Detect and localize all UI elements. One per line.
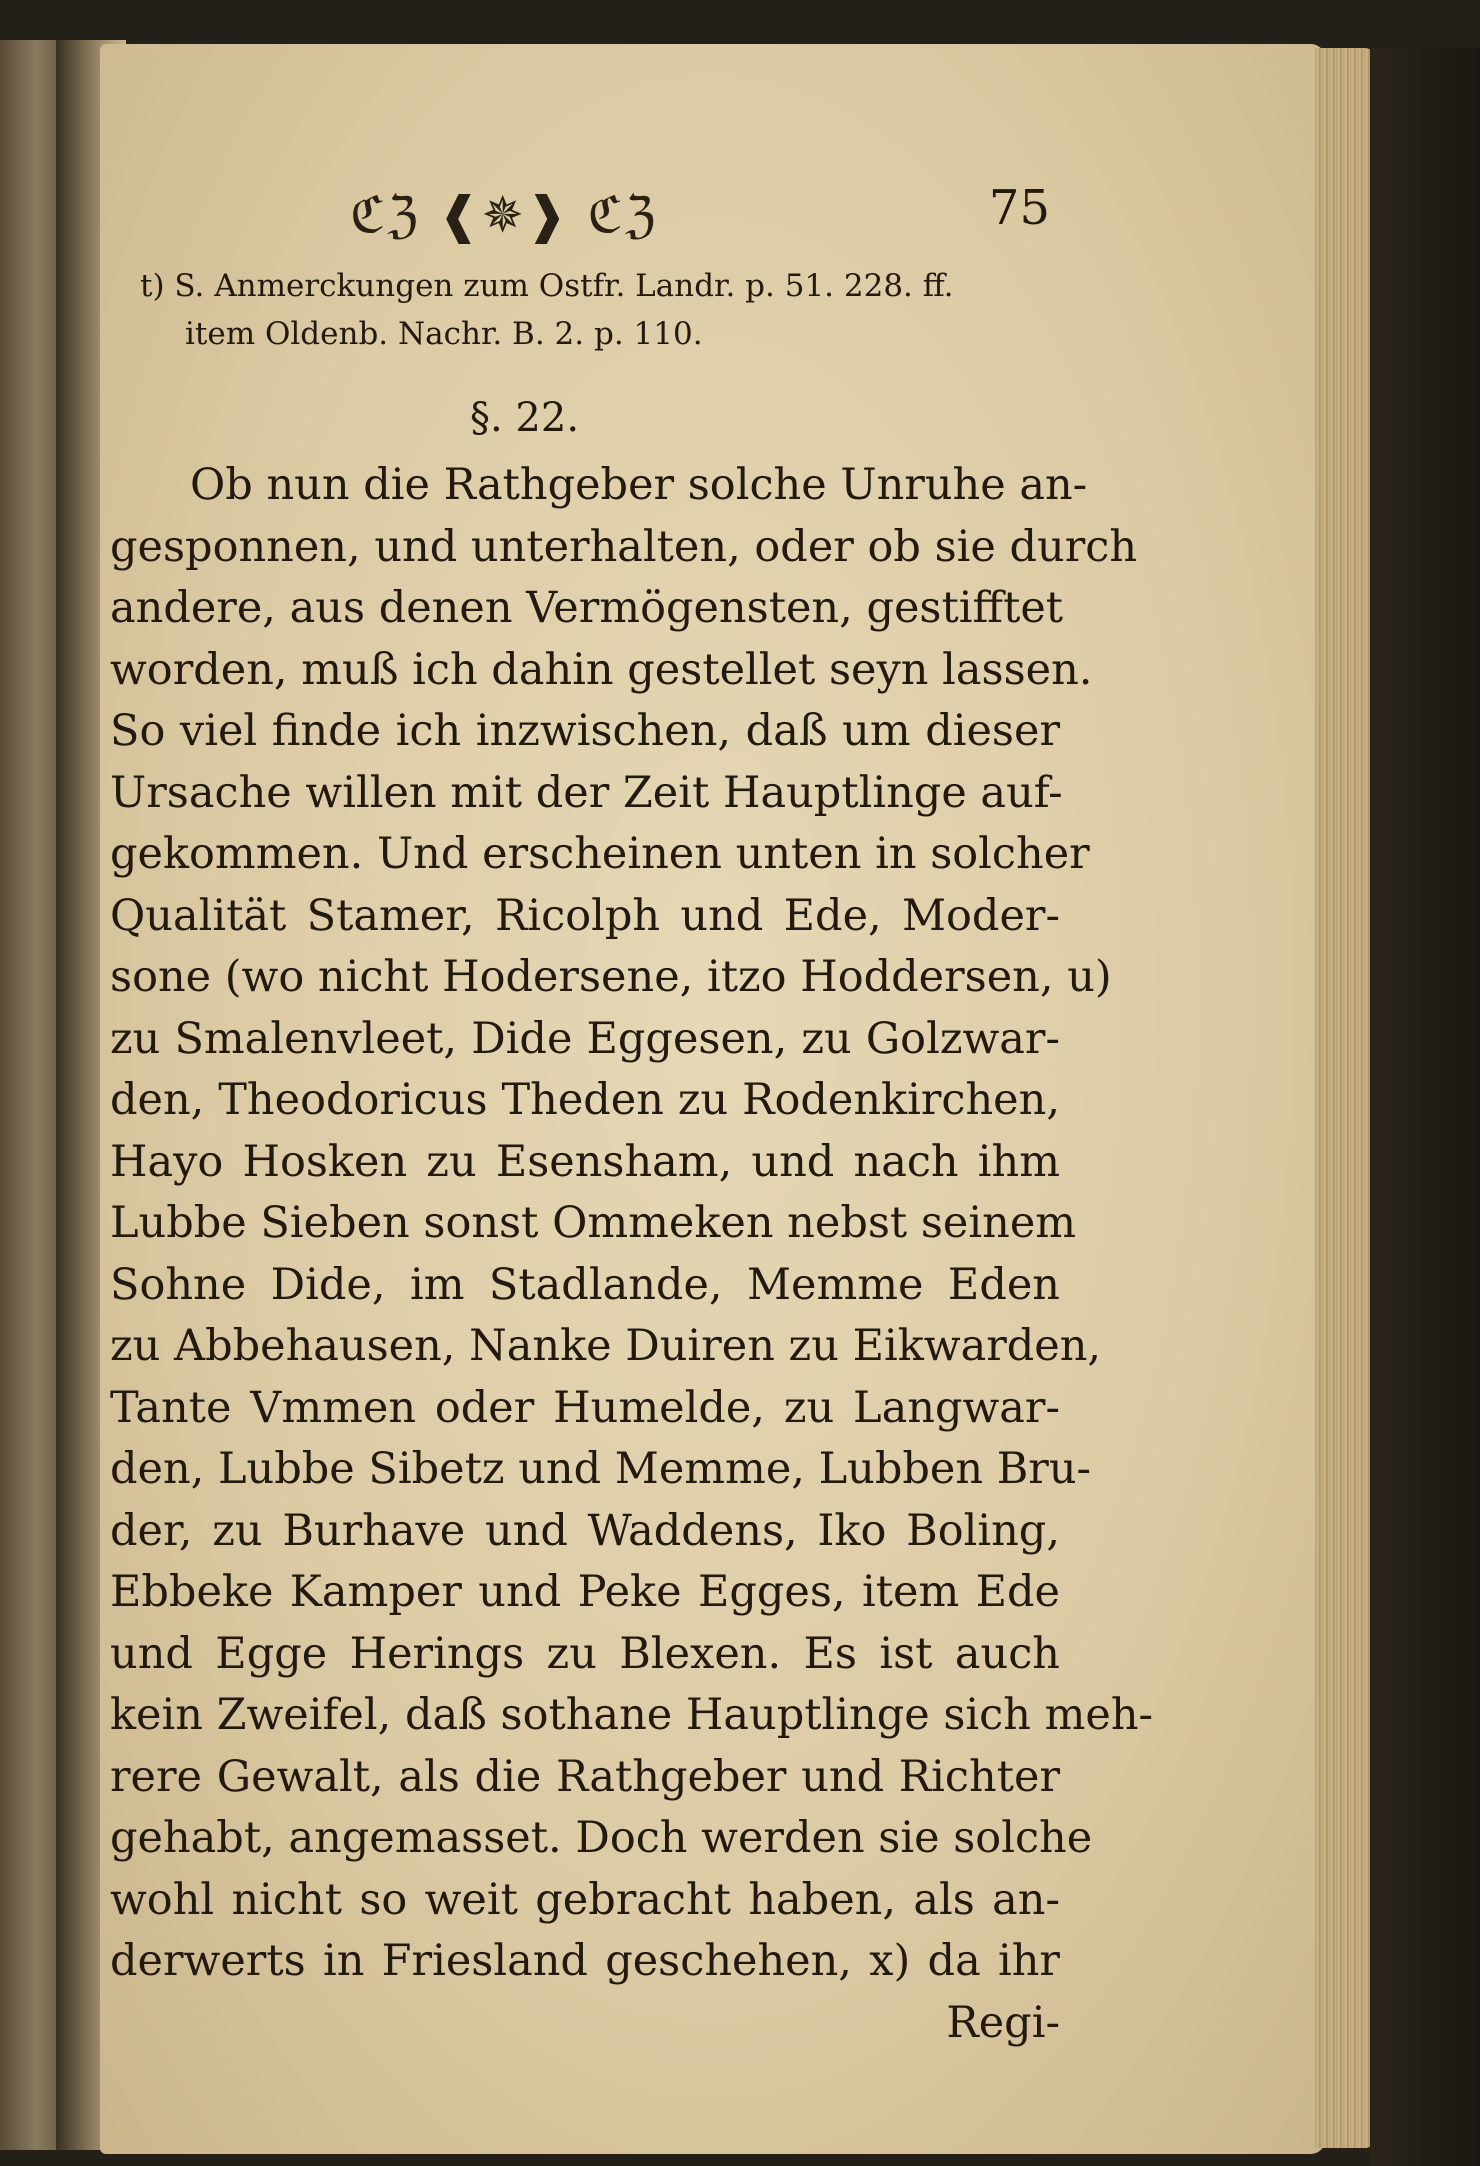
- body-line: rere Gewalt, als die Rathgeber und Richter: [110, 1751, 1060, 1802]
- body-line: Ebbeke Kamper und Peke Egges, item Ede: [110, 1567, 1060, 1617]
- footnote-line-1: t) S. Anmerckungen zum Ostfr. Landr. p. 51. 228. ff.: [140, 268, 954, 304]
- body-line: kein Zweifel, daß sothane Hauptlinge sich meh-: [110, 1690, 1154, 1740]
- footnote-line-2: item Oldenb. Nachr. B. 2. p. 110.: [185, 316, 703, 352]
- body-line: gesponnen, und unterhalten, oder ob sie durch: [110, 521, 1138, 572]
- body-line: wohl nicht so weit gebracht haben, als an-: [110, 1874, 1060, 1925]
- body-line: zu Smalenvleet, Dide Eggesen, zu Golzwar-: [110, 1013, 1060, 1064]
- body-line: Tante Vmmen oder Humelde, zu Langwar-: [110, 1382, 1060, 1433]
- body-line: den, Theodoricus Theden zu Rodenkirchen,: [110, 1075, 1060, 1125]
- body-line: So viel finde ich inzwischen, daß um dieser: [110, 706, 1060, 756]
- body-line: gehabt, angemasset. Doch werden sie solche: [110, 1813, 1093, 1863]
- left-page-edge: [0, 40, 60, 2150]
- body-line: worden, muß ich dahin gestellet seyn lassen.: [110, 644, 1093, 695]
- body-line: zu Abbehausen, Nanke Duiren zu Eikwarden,: [110, 1321, 1102, 1371]
- body-line: Ursache willen mit der Zeit Hauptlinge auf-: [110, 767, 1063, 818]
- body-line: andere, aus denen Vermögensten, gestifftet: [110, 583, 1064, 633]
- body-line: sone (wo nicht Hodersene, itzo Hoddersen, u): [110, 952, 1112, 1002]
- body-line: Ob nun die Rathgeber solche Unruhe an-: [190, 460, 1088, 510]
- body-line: derwerts in Friesland geschehen, x) da ihr: [110, 1936, 1060, 1986]
- background-shadow: [1370, 48, 1480, 2166]
- body-line: Lubbe Sieben sonst Ommeken nebst seinem: [110, 1198, 1077, 1248]
- body-line: und Egge Herings zu Blexen. Es ist auch: [110, 1628, 1060, 1679]
- page-fore-edge: [1315, 48, 1375, 2148]
- body-line: der, zu Burhave und Waddens, Iko Boling,: [110, 1505, 1060, 1556]
- body-line: Sohne Dide, im Stadlande, Memme Eden: [110, 1259, 1060, 1310]
- running-header: [350, 180, 1030, 250]
- page-number: 75: [988, 180, 1050, 236]
- section-heading: §. 22.: [470, 395, 580, 441]
- catchword: Regi-: [946, 1997, 1060, 2048]
- body-text: [110, 455, 1154, 2054]
- body-line: Hayo Hosken zu Esensham, und nach ihm: [110, 1136, 1060, 1187]
- body-line: Qualität Stamer, Ricolph und Ede, Moder-: [110, 890, 1060, 941]
- header-ornament: ℭℨ ❰✵❱ ℭℨ: [350, 186, 658, 244]
- body-line: den, Lubbe Sibetz und Memme, Lubben Bru-: [110, 1444, 1092, 1494]
- body-line: gekommen. Und erscheinen unten in solcher: [110, 829, 1090, 879]
